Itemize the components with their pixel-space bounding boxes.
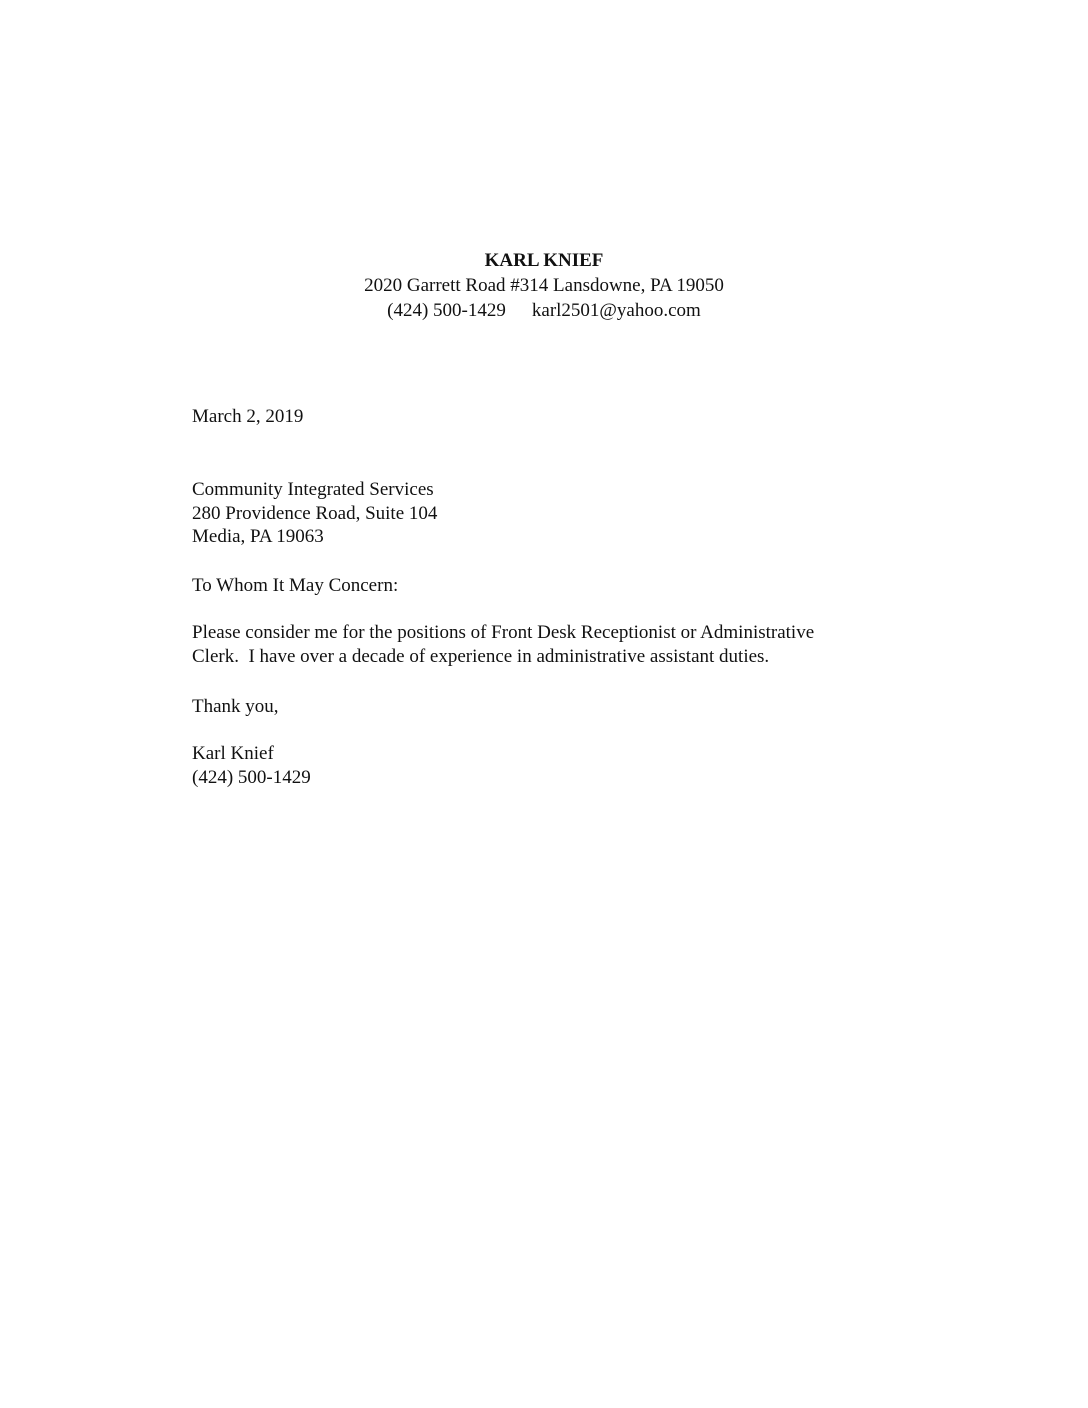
salutation-text: To Whom It May Concern: [192,575,399,596]
letter-body [192,621,814,668]
salutation [192,574,398,598]
sender-address: 2020 Garrett Road #314 Lansdowne, PA 19050 [364,275,724,296]
recipient-street: 280 Providence Road, Suite 104 [192,502,438,524]
body-line: Clerk. I have over a decade of experience in administrative assistant duties. [192,645,770,667]
sender-phone: (424) 500-1429 [387,300,506,321]
body-line: Please consider me for the positions of Front Desk Receptionist or Administrative [192,622,815,643]
signature-phone: (424) 500-1429 [192,766,311,788]
closing-text: Thank you, [192,696,279,717]
letter-date [192,405,303,429]
closing [192,695,279,719]
sender-email: karl2501@yahoo.com [531,300,701,321]
sender-contact [0,298,1088,323]
date-text: March 2, 2019 [192,406,304,427]
signature-block [192,742,311,789]
recipient-city: Media, PA 19063 [192,526,324,547]
recipient-address [192,478,437,549]
recipient-organization: Community Integrated Services [192,479,434,500]
signature-name: Karl Knief [192,743,274,764]
letterhead [0,248,1088,323]
sender-name: KARL KNIEF [484,250,604,271]
